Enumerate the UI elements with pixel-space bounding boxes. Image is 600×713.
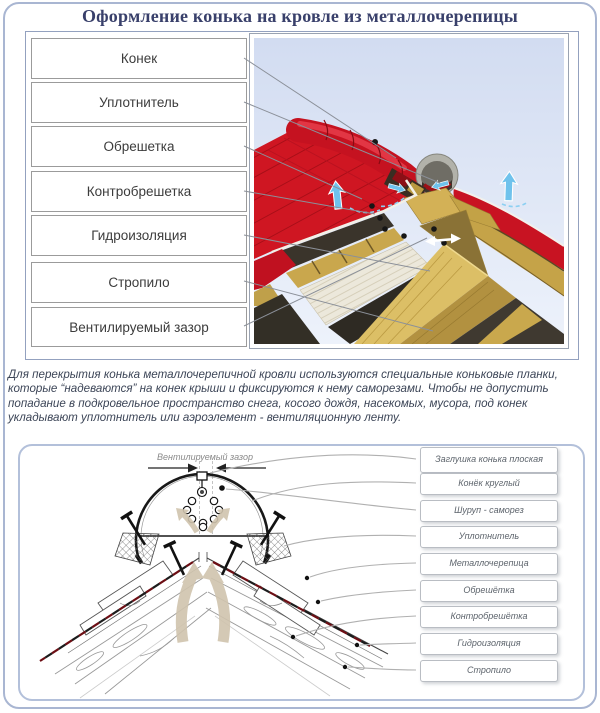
screw-target-dot (219, 485, 225, 491)
lower-diagram-panel (18, 444, 585, 701)
label-obreshetka-2 (420, 580, 558, 602)
label-gidroizolyaciya (31, 215, 247, 256)
label-text: Металлочерепица (449, 558, 529, 569)
label-text: Заглушка конька плоская (435, 454, 543, 465)
label-text: Шуруп - саморез (454, 505, 524, 516)
label-text: Вентилируемый зазор (69, 319, 209, 335)
label-shurup-samorez (420, 500, 558, 522)
round-ridge-arc (135, 472, 272, 564)
label-text: Гидроизоляция (457, 638, 521, 649)
label-text: Стропило (108, 275, 170, 290)
label-text: Контробрешётка (450, 611, 528, 622)
ventilation-holes (183, 497, 222, 530)
label-text: Конёк круглый (458, 478, 520, 489)
label-text: Гидроизоляция (91, 228, 187, 243)
label-text: Обрешетка (103, 139, 175, 154)
label-konek (31, 38, 247, 79)
label-stropilo-2 (420, 660, 558, 682)
label-uplotnitel (31, 82, 247, 123)
label-text: Уплотнитель (458, 531, 520, 542)
label-stropilo (31, 262, 247, 303)
label-text: Конек (120, 51, 158, 66)
label-uplotnitel-2 (420, 526, 558, 548)
ridge-screw-dot (372, 139, 378, 145)
label-text: Контробрешетка (86, 184, 192, 199)
roof-3d-scene (254, 38, 564, 344)
page-title: Оформление конька на кровле из металлочерепицы (81, 6, 519, 26)
label-text: Стропило (467, 665, 511, 676)
label-text: Обрешётка (463, 585, 515, 596)
label-kontrobreshetka (31, 171, 247, 212)
label-kontrobreshetka-2 (420, 606, 558, 628)
label-text: Уплотнитель (99, 95, 179, 110)
label-metallocherepitsa (420, 553, 558, 575)
roof-3d-image-frame (249, 33, 569, 349)
description-text: Для перекрытия конька металлочерепичной кровли используются специальные коньковые планки, которые “надеваются” на конек крыши и фиксируются к нему саморезами. Чтобы не допустить попадание в подкровельное пространство снега, косого дождя, насекомых, мусора, под конек укладывают уплотнитель или аэроэлемент - вентиляционную ленту. (8, 368, 558, 425)
label-obreshetka (31, 126, 247, 167)
label-konek-kruglyi (420, 473, 558, 495)
label-vent-zazor (31, 307, 247, 347)
vent-gap-label: Вентилируемый зазор (157, 452, 253, 462)
label-zaglushka-konka (420, 447, 558, 473)
label-gidroizolyaciya-2 (420, 633, 558, 655)
